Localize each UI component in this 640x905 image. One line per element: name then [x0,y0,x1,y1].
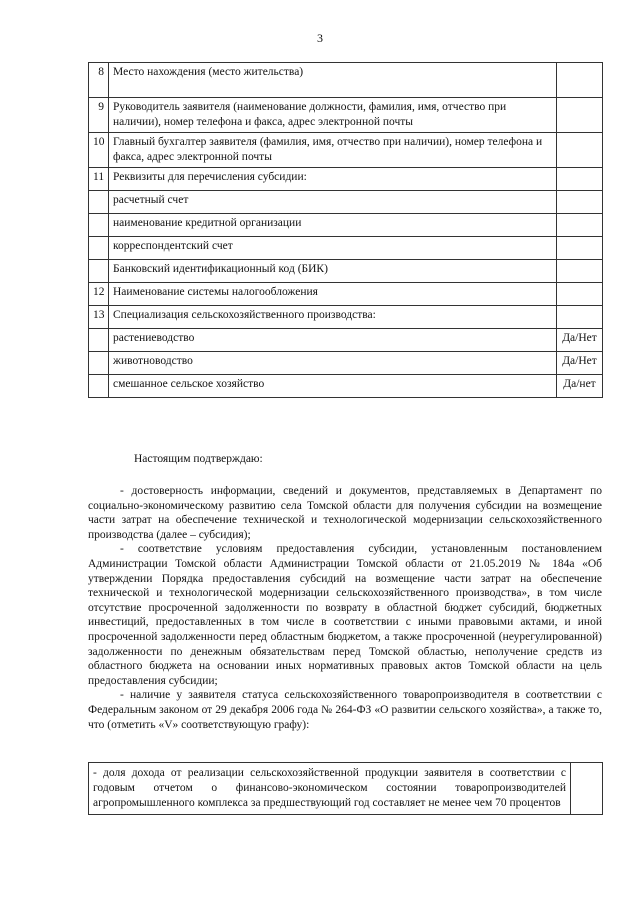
row-number [89,191,109,214]
row-number [89,329,109,352]
row-value-field[interactable] [557,63,603,98]
table-row [89,237,603,260]
row-label: растениеводство [109,329,557,352]
table-row [89,260,603,283]
row-label: Главный бухгалтер заявителя (фамилия, имя, отчество при наличии), номер телефона и факса, адрес электронной почты [109,133,557,168]
row-label: корреспондентский счет [109,237,557,260]
row-label: Специализация сельскохозяйственного производства: [109,306,557,329]
page-number: 3 [317,31,323,45]
row-number: 8 [89,63,109,98]
confirmation-heading: Настоящим подтверждаю: [134,453,263,465]
confirmation-paragraph: - наличие у заявителя статуса сельскохозяйственного товаропроизводителя в соответствии с Федеральным законом от 29 декабря 2006 года № 264-ФЗ «О развитии сельского хозяйства», а также то, что (отметить «V» соответствующую графу): [88,689,602,731]
row-yes-no-choice[interactable]: Да/нет [557,375,603,398]
row-value-field[interactable] [557,237,603,260]
row-number: 10 [89,133,109,168]
row-value-field[interactable] [557,133,603,168]
row-value-field[interactable] [557,98,603,133]
row-label: Реквизиты для перечисления субсидии: [109,168,557,191]
confirmation-paragraph: - соответствие условиям предоставления субсидии, установленным постановлением Администрации Томской области Администрации Томской области от 21.05.2019 № 184а «Об утверждении Порядка предоставления субсидий на возмещение части затрат на обеспечение технической и технологической модернизации сельскохозяйственного производства», в том числе отсутствие просроченной задолженности по возврату в областной бюджет субсидий, бюджетных инвестиций, предоставленных в том числе в соответствии с иными правовыми актами, и иной просроченной задолженности перед областным бюджетом, а также просроченной (неурегулированной) задолженности по денежным обязательствам перед Томской областью, неполучение средств из областного бюджета на основании иных нормативных правовых актов Томской области на цель предоставления субсидии; [88,543,602,687]
row-number [89,260,109,283]
row-label: животноводство [109,352,557,375]
row-value-field[interactable] [557,168,603,191]
confirmation-heading-block [88,452,602,467]
row-number: 11 [89,168,109,191]
table-row [89,329,603,352]
row-number [89,214,109,237]
row-value-field[interactable] [557,306,603,329]
row-number [89,237,109,260]
row-number: 9 [89,98,109,133]
table-row [89,763,603,815]
table-row [89,63,603,98]
row-value-field[interactable] [557,260,603,283]
row-label: расчетный счет [109,191,557,214]
confirmation-paragraphs [88,484,602,732]
row-value-field[interactable] [557,283,603,306]
table-row [89,214,603,237]
row-value-field[interactable] [557,191,603,214]
row-label: Наименование системы налогообложения [109,283,557,306]
table-row [89,191,603,214]
row-label: Руководитель заявителя (наименование должности, фамилия, имя, отчество при наличии), номер телефона и факса, адрес электронной почты [109,98,557,133]
income-share-checkbox-table [88,762,603,815]
table-row [89,375,603,398]
income-share-mark-box[interactable] [571,763,603,815]
row-label: Банковский идентификационный код (БИК) [109,260,557,283]
row-label: Место нахождения (место жительства) [109,63,557,98]
table-row [89,168,603,191]
row-yes-no-choice[interactable]: Да/Нет [557,329,603,352]
row-yes-no-choice[interactable]: Да/Нет [557,352,603,375]
row-number: 13 [89,306,109,329]
table-row [89,133,603,168]
row-value-field[interactable] [557,214,603,237]
row-label: наименование кредитной организации [109,214,557,237]
row-number: 12 [89,283,109,306]
table-row [89,306,603,329]
row-label: смешанное сельское хозяйство [109,375,557,398]
table-row [89,283,603,306]
income-share-statement: - доля дохода от реализации сельскохозяйственной продукции заявителя в соответствии с годовым отчетом о финансово-экономическом состоянии товаропроизводителей агропромышленного комплекса за предшествующий год составляет не менее чем 70 процентов [89,763,571,815]
applicant-details-table [88,62,603,398]
table-row [89,352,603,375]
confirmation-paragraph: - достоверность информации, сведений и документов, представляемых в Департамент по социально-экономическому развитию села Томской области для получения субсидии на возмещение части затрат на обеспечение технической и технологической модернизации сельскохозяйственного производства (далее – субсидия); [88,485,602,541]
row-number [89,352,109,375]
table-row [89,98,603,133]
row-number [89,375,109,398]
